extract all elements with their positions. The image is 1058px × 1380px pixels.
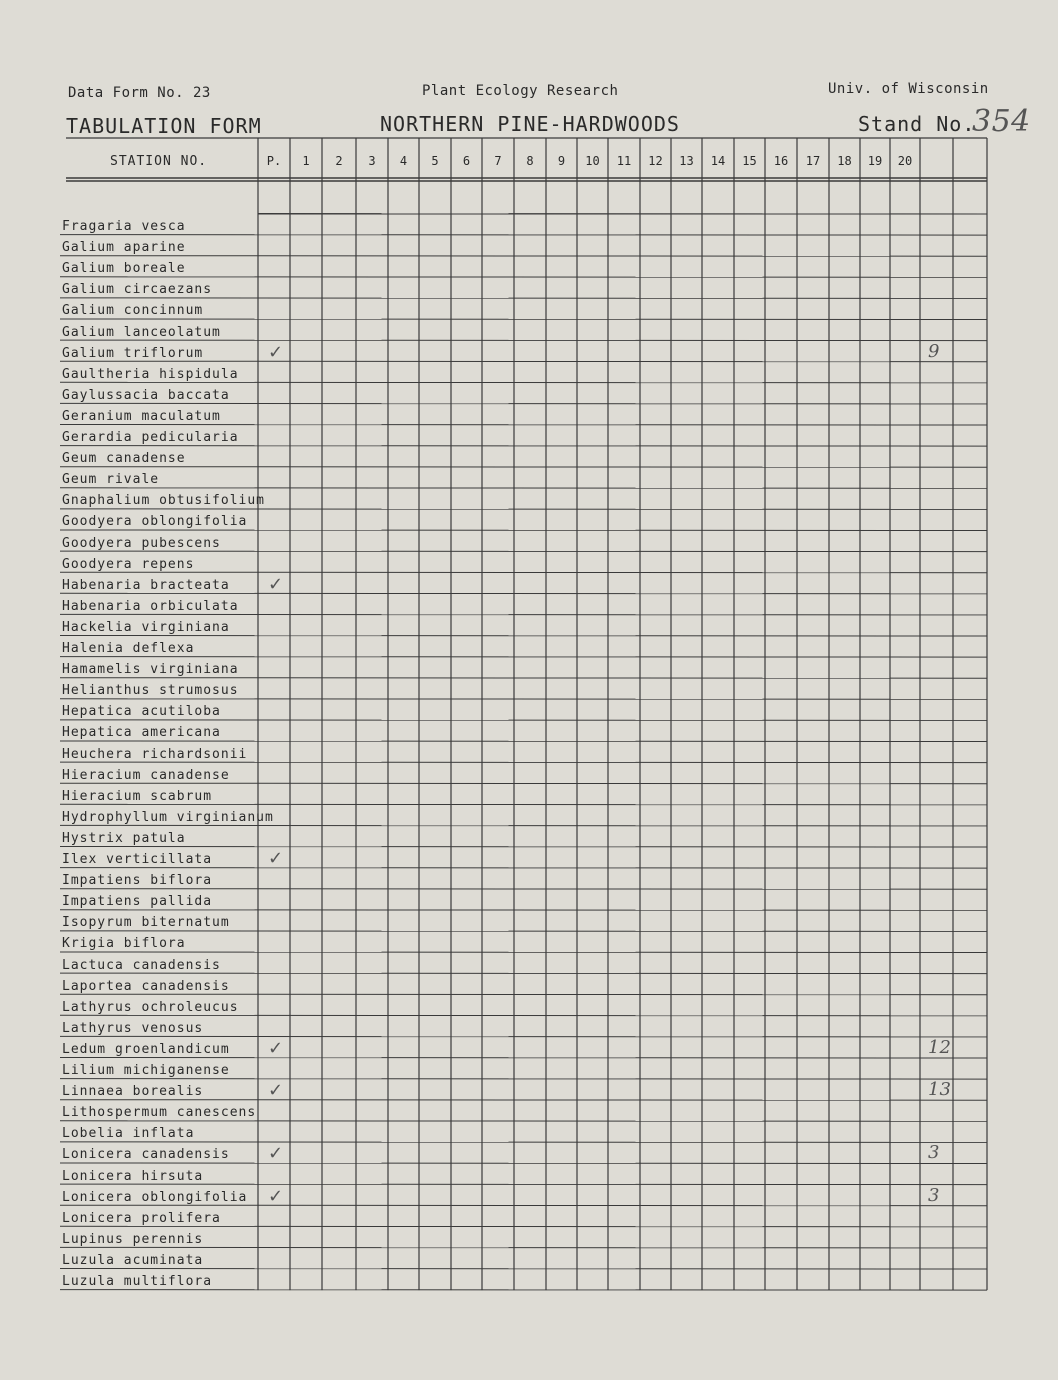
species-label: Galium aparine	[62, 240, 186, 256]
row-line	[60, 994, 987, 995]
row-line	[60, 446, 987, 447]
check-mark: ✓	[268, 1080, 284, 1102]
column-header: 12	[648, 154, 663, 168]
row-line	[60, 678, 987, 679]
species-label: Galium circaezans	[62, 282, 213, 298]
column-header: 7	[494, 154, 502, 168]
row-line	[60, 1205, 987, 1206]
row-line	[60, 382, 987, 383]
species-label: Gnaphalium obtusifolium	[62, 493, 266, 509]
column-header: 1	[302, 154, 310, 168]
row-line	[60, 741, 987, 742]
column-header: 9	[557, 154, 566, 168]
form-title: TABULATION FORM	[66, 114, 262, 138]
species-label: Helianthus strumosus	[62, 683, 239, 699]
row-line	[60, 952, 987, 953]
species-label: Hackelia virginiana	[62, 619, 230, 635]
species-label: Hepatica americana	[62, 725, 221, 741]
column-header: 10	[585, 154, 600, 168]
species-label: Laportea canadensis	[62, 978, 230, 994]
row-line	[60, 593, 987, 594]
species-label: Habenaria bracteata	[62, 577, 230, 593]
species-label: Fragaria vesca	[62, 219, 186, 234]
community-title: NORTHERN PINE-HARDWOODS	[380, 112, 680, 136]
species-label: Hystrix patula	[62, 830, 186, 846]
row-line	[60, 889, 987, 890]
check-mark: ✓	[268, 1037, 284, 1059]
row-line	[60, 762, 987, 763]
row-line	[60, 1247, 987, 1248]
species-label: Galium lanceolatum	[62, 324, 221, 340]
species-label: Lonicera prolifera	[62, 1210, 221, 1226]
handwritten-entry: 13	[928, 1079, 951, 1101]
handwritten-entry: 9	[928, 340, 940, 362]
row-line	[60, 572, 987, 573]
species-label: Galium concinnum	[62, 303, 204, 319]
row-line	[60, 277, 987, 278]
row-line	[60, 340, 987, 341]
species-label: Galium boreale	[62, 261, 186, 277]
species-label: Habenaria orbiculata	[62, 598, 239, 614]
column-header: 18	[837, 154, 852, 168]
species-label: Goodyera pubescens	[62, 535, 221, 551]
column-header: 3	[368, 154, 376, 168]
row-line	[60, 1163, 987, 1164]
species-label: Impatiens pallida	[62, 894, 213, 910]
species-label: Lonicera hirsuta	[62, 1168, 204, 1184]
row-line	[60, 1226, 987, 1227]
station-header: STATION NO.	[110, 154, 208, 169]
stand-label: Stand No.	[858, 112, 976, 136]
species-label: Hieracium scabrum	[62, 788, 213, 804]
row-line	[60, 847, 987, 848]
species-label: Hydrophyllum virginianum	[62, 809, 274, 825]
species-label: Hieracium canadense	[62, 767, 230, 783]
column-header: 19	[867, 154, 883, 168]
species-label: Lonicera canadensis	[62, 1147, 230, 1163]
row-line	[60, 488, 987, 489]
species-label: Lathyrus venosus	[62, 1020, 204, 1036]
column-header: P.	[266, 154, 282, 168]
column-header: 14	[710, 154, 726, 168]
row-line	[60, 256, 987, 257]
row-line	[60, 614, 987, 615]
handwritten-entry: 12	[928, 1036, 951, 1058]
check-mark: ✓	[268, 848, 284, 869]
species-label: Geum canadense	[62, 451, 186, 467]
row-line	[60, 467, 987, 468]
species-label: Lonicera oblongifolia	[62, 1189, 248, 1205]
row-line	[60, 825, 987, 826]
check-mark: ✓	[268, 341, 284, 363]
row-line	[60, 973, 987, 974]
column-header: 16	[773, 154, 789, 168]
row-line	[60, 1142, 987, 1143]
species-label: Galium triflorum	[62, 345, 204, 361]
row-line	[60, 636, 987, 637]
column-header: 8	[526, 154, 534, 168]
check-mark: ✓	[268, 573, 284, 595]
form-number: Data Form No. 23	[68, 85, 211, 101]
row-line	[60, 1100, 987, 1101]
species-label: Gerardia pedicularia	[62, 430, 239, 445]
species-label: Ilex verticillata	[62, 852, 213, 867]
species-label: Geranium maculatum	[62, 408, 221, 424]
row-line	[60, 657, 987, 658]
column-header: 5	[431, 154, 439, 168]
column-header: 11	[616, 154, 632, 168]
column-header: 4	[399, 154, 408, 168]
row-line	[60, 1184, 987, 1185]
check-mark: ✓	[268, 1185, 284, 1207]
species-label: Lithospermum canescens	[62, 1105, 257, 1121]
species-label: Hepatica acutiloba	[62, 704, 221, 720]
species-label: Lathyrus ochroleucus	[62, 999, 239, 1015]
column-header: 6	[462, 154, 471, 168]
row-line	[60, 425, 987, 426]
row-line	[60, 699, 987, 700]
row-line	[60, 720, 987, 721]
row-line	[60, 1036, 987, 1037]
species-label: Geum rivale	[62, 472, 160, 488]
row-line	[60, 1290, 987, 1291]
university-name: Univ. of Wisconsin	[828, 81, 989, 97]
handwritten-entry: 3	[928, 1142, 940, 1164]
species-label: Isopyrum biternatum	[62, 915, 230, 931]
handwritten-entry: 3	[928, 1184, 940, 1206]
species-label: Heuchera richardsonii	[62, 746, 248, 762]
species-label: Lobelia inflata	[62, 1126, 195, 1142]
species-label: Hamamelis virginiana	[62, 662, 239, 678]
check-mark: ✓	[268, 1143, 284, 1165]
column-header: 15	[742, 154, 757, 168]
species-label: Gaylussacia baccata	[62, 387, 230, 403]
species-label: Goodyera oblongifolia	[62, 514, 248, 530]
species-label: Gaultheria hispidula	[62, 366, 239, 382]
species-label: Krigia biflora	[62, 936, 186, 952]
row-line	[258, 214, 987, 215]
row-line	[60, 931, 987, 932]
species-label: Linnaea borealis	[62, 1084, 204, 1100]
species-label: Lactuca canadensis	[62, 957, 221, 973]
species-label: Halenia deflexa	[62, 641, 195, 656]
row-line	[60, 1269, 987, 1270]
row-line	[60, 1079, 987, 1080]
species-label: Lupinus perennis	[62, 1231, 204, 1247]
row-line	[60, 509, 987, 510]
row-line	[60, 868, 987, 869]
species-label: Ledum groenlandicum	[62, 1041, 230, 1057]
row-line	[60, 910, 987, 911]
species-label: Impatiens biflora	[62, 873, 213, 889]
column-header: 17	[805, 154, 821, 168]
row-line	[60, 804, 987, 805]
species-label: Lilium michiganense	[62, 1063, 230, 1078]
row-line	[60, 1058, 987, 1059]
column-header: 13	[679, 154, 694, 168]
row-line	[60, 361, 987, 362]
column-header: 2	[335, 154, 343, 168]
column-header: 20	[897, 154, 913, 168]
species-label: Goodyera repens	[62, 556, 195, 572]
row-line	[60, 1015, 987, 1016]
stand-number: 354	[972, 104, 1031, 139]
row-line	[60, 783, 987, 784]
row-line	[60, 530, 987, 531]
row-line	[60, 319, 987, 320]
row-line	[60, 298, 987, 299]
row-line	[60, 235, 987, 236]
species-label: Luzula multiflora	[62, 1274, 213, 1289]
research-title: Plant Ecology Research	[422, 83, 619, 99]
row-line	[60, 1121, 987, 1122]
row-line	[60, 403, 987, 404]
species-label: Luzula acuminata	[62, 1252, 204, 1268]
row-line	[60, 551, 987, 552]
